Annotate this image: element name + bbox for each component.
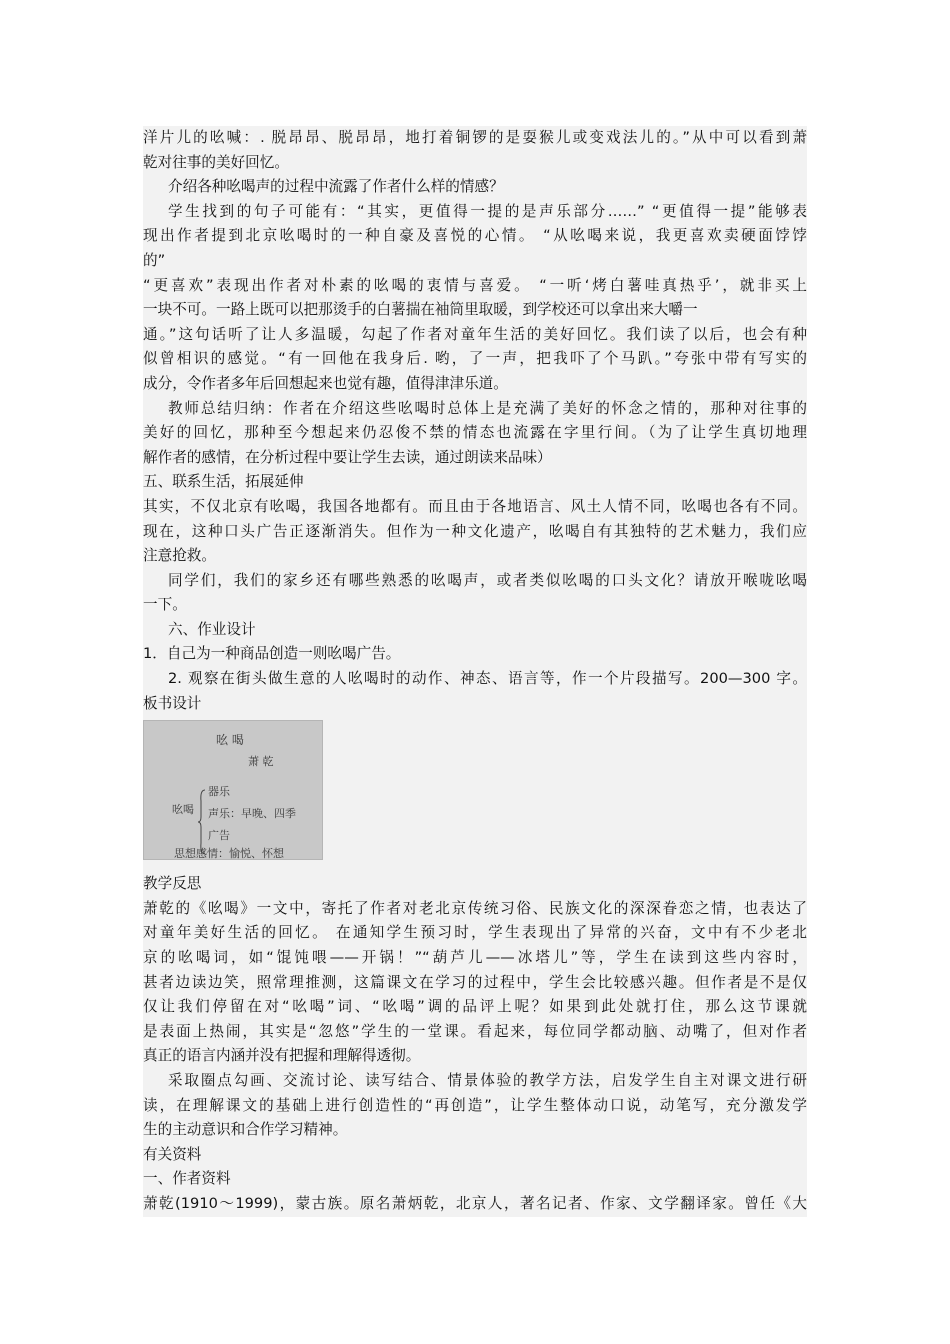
text-line: 现在，这种口头广告正逐渐消失。但作为一种文化遗产，吆喝自有其独特的艺术魅力，我们应 (143, 522, 807, 540)
text-line: 美好的回忆，那种至今想起来仍忍俊不禁的情态也流露在字里行间。（为了让学生真切地理 (143, 424, 807, 442)
text-line: 是表面上热闹，其实是“忽悠”学生的一堂课。看起来，每位同学都动脑、动嘴了，但对作者 (143, 1022, 807, 1040)
board-bottom: 思想感情：愉悦、怀想 (174, 847, 284, 861)
text-line: 解作者的感情，在分析过程中要让学生去读，通过朗读来品味） (143, 448, 552, 466)
text-line: 京的吆喝词，如“馄饨喂——开锅！”“葫芦儿——冰塔儿”等，学生在读到这些内容时， (143, 949, 807, 967)
text-block-bottom (143, 872, 807, 1216)
text-line: 板书设计 (143, 694, 202, 712)
text-line: 其实，不仅北京有吆喝，我国各地都有。而且由于各地语言、风土人情不同，吆喝也各有不同。 (143, 497, 807, 515)
text-line: 对童年美好生活的回忆。 在通知学生预习时，学生表现出了异常的兴奋，文中有不少老北 (143, 924, 807, 942)
text-line: 萧乾的《吆喝》一文中，寄托了作者对老北京传统习俗、民族文化的深深眷恋之情，也表达了 (143, 899, 807, 917)
text-line: 甚者边读边笑，照常理推测，这篇课文在学习的过程中，学生会比较感兴趣。但作者是不是仅 (143, 973, 807, 991)
text-line: 1．自己为一种商品创造一则吆喝广告。 (143, 645, 401, 663)
text-line: 注意抢救。 (143, 547, 216, 565)
text-line: 的” (143, 251, 166, 269)
text-block-top (143, 126, 807, 716)
text-line: 似曾相识的感觉。“有一回他在我身后. 哟，了一声，把我吓了个马趴。”夸张中带有写实的 (143, 350, 807, 368)
text-line: 一下。 (143, 596, 187, 614)
text-line: 有关资料 (143, 1145, 202, 1163)
text-line: 教学反思 (143, 875, 202, 893)
text-line: 乾对往事的美好回忆。 (143, 153, 289, 171)
text-line: 介绍各种吆喝声的过程中流露了作者什么样的情感？ (168, 178, 504, 196)
text-line: 生的主动意识和合作学习精神。 (143, 1121, 348, 1139)
text-line: 萧乾(1910～1999)，蒙古族。原名萧炳乾，北京人，著名记者、作家、文学翻译家。曾任《大 (143, 1194, 807, 1212)
text-line: 现出作者提到北京吆喝时的一种自豪及喜悦的心情。 “从吆喝来说，我更喜欢卖硬面饽饽 (143, 227, 807, 245)
text-line: 学生找到的句子可能有：“其实，更值得一提的是声乐部分……” “更值得一提”能够表 (168, 202, 807, 220)
text-line: 洋片儿的吆喊：. 脱昂昂、脱昂昂，地打着铜锣的是耍猴儿或变戏法儿的。”从中可以看到萧 (143, 129, 807, 146)
board-author: 萧 乾 (248, 755, 274, 769)
text-line: 教师总结归纳：作者在介绍这些吆喝时总体上是充满了美好的怀念之情的，那种对往事的 (168, 399, 807, 417)
text-line: 真正的语言内涵并没有把握和理解得透彻。 (143, 1047, 421, 1065)
text-line: 通。”这句话听了让人多温暖，勾起了作者对童年生活的美好回忆。我们读了以后，也会有种 (143, 325, 807, 343)
text-line: 读，在理解课文的基础上进行创造性的“再创造”，让学生整体动口说，动笔写，充分激发学 (143, 1096, 807, 1114)
text-line: 五、联系生活，拓展延伸 (143, 473, 304, 491)
text-line: “更喜欢”表现出作者对朴素的吆喝的衷情与喜爱。 “一听‘烤白薯哇真热乎’，就非买上 (143, 276, 807, 294)
text-line: 成分，令作者多年后回想起来也觉有趣，值得津津乐道。 (143, 374, 508, 392)
blackboard-design-image (143, 720, 323, 860)
text-line: 一、作者资料 (143, 1170, 231, 1188)
board-item-1: 器乐 (208, 785, 230, 799)
board-item-2: 声乐：早晚、四季 (208, 807, 296, 821)
text-line: 2. 观察在街头做生意的人吆喝时的动作、神态、语言等，作一个片段描写。200—300 字。 (168, 670, 807, 688)
text-line: 同学们，我们的家乡还有哪些熟悉的吆喝声，或者类似吆喝的口头文化？请放开喉咙吆喝 (168, 571, 807, 589)
text-line: 一块不可。一路上既可以把那烫手的白薯揣在袖筒里取暖，到学校还可以拿出来大嚼一 (143, 301, 698, 319)
text-line: 仅让我们停留在对“吆喝”词、“吆喝”调的品评上呢？如果到此处就打住，那么这节课就 (143, 998, 807, 1016)
text-line: 采取圈点勾画、交流讨论、读写结合、情景体验的教学方法，启发学生自主对课文进行研 (168, 1072, 807, 1089)
board-item-3: 广告 (208, 829, 230, 843)
board-title: 吆 喝 (216, 733, 244, 748)
board-left-label: 吆喝 (172, 803, 194, 817)
document-page (143, 126, 807, 1217)
text-line: 六、作业设计 (168, 620, 256, 638)
